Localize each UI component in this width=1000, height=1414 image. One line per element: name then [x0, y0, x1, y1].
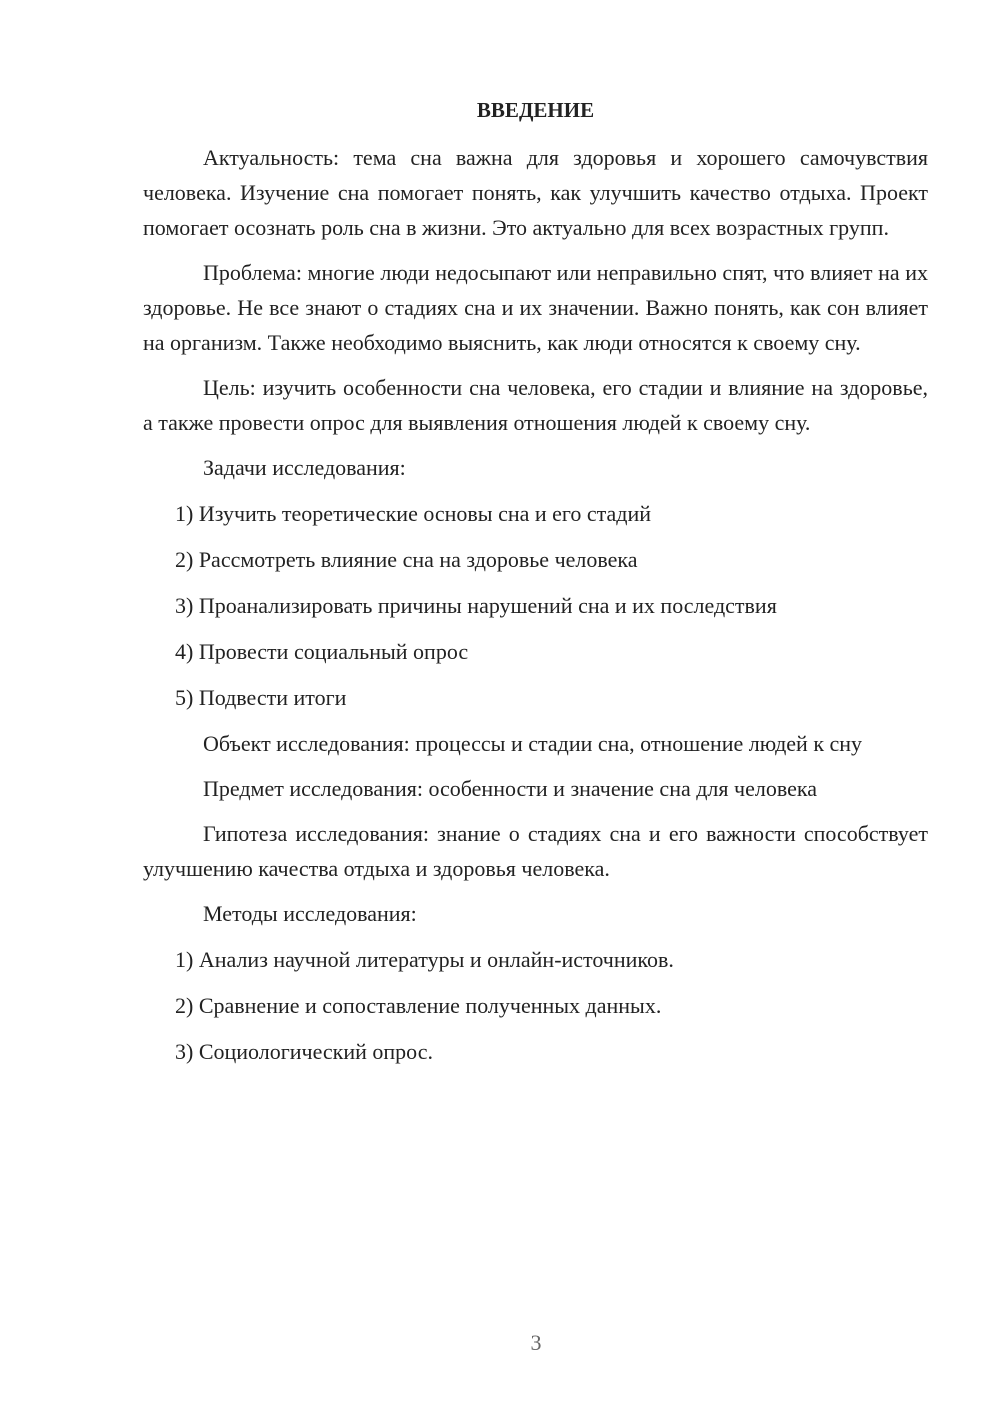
object-paragraph: Объект исследования: процессы и стадии сна, отношение людей к сну — [203, 731, 863, 756]
task-item: 4) Провести социальный опрос — [175, 639, 469, 664]
methods-heading: Методы исследования: — [203, 901, 417, 926]
task-item: 3) Проанализировать причины нарушений сна и их последствия — [175, 593, 777, 618]
task-item: 5) Подвести итоги — [175, 685, 347, 710]
task-item: 2) Рассмотреть влияние сна на здоровье человека — [175, 547, 638, 572]
subject-paragraph: Предмет исследования: особенности и значение сна для человека — [203, 776, 817, 801]
task-item: 1) Изучить теоретические основы сна и его стадий — [175, 501, 652, 526]
relevance-paragraph: Актуальность: тема сна важна для здоровья и хорошего самочувствия человека. Изучение сна помогает понять, как улучшить качество отдыха. Проект помогает осознать роль сна в жизни. Это актуально для всех возрастных групп. — [143, 145, 928, 240]
problem-paragraph: Проблема: многие люди недосыпают или неправильно спят, что влияет на их здоровье. Не все знают о стадиях сна и их значении. Важно понять, как сон влияет на организм. Также необходимо выяснить, как люди относятся к своему сну. — [143, 260, 928, 355]
section-title: ВВЕДЕНИЕ — [476, 98, 595, 122]
goal-paragraph: Цель: изучить особенности сна человека, его стадии и влияние на здоровье, а также провести опрос для выявления отношения людей к своему сну. — [143, 375, 928, 435]
method-item: 3) Социологический опрос. — [175, 1039, 433, 1064]
method-item: 2) Сравнение и сопоставление полученных данных. — [175, 993, 662, 1018]
hypothesis-paragraph: Гипотеза исследования: знание о стадиях сна и его важности способствует улучшению качества отдыха и здоровья человека. — [143, 821, 928, 881]
page-content — [143, 93, 928, 1080]
page-number: 3 — [530, 1330, 542, 1355]
method-item: 1) Анализ научной литературы и онлайн-источников. — [175, 947, 674, 972]
tasks-heading: Задачи исследования: — [203, 455, 406, 480]
